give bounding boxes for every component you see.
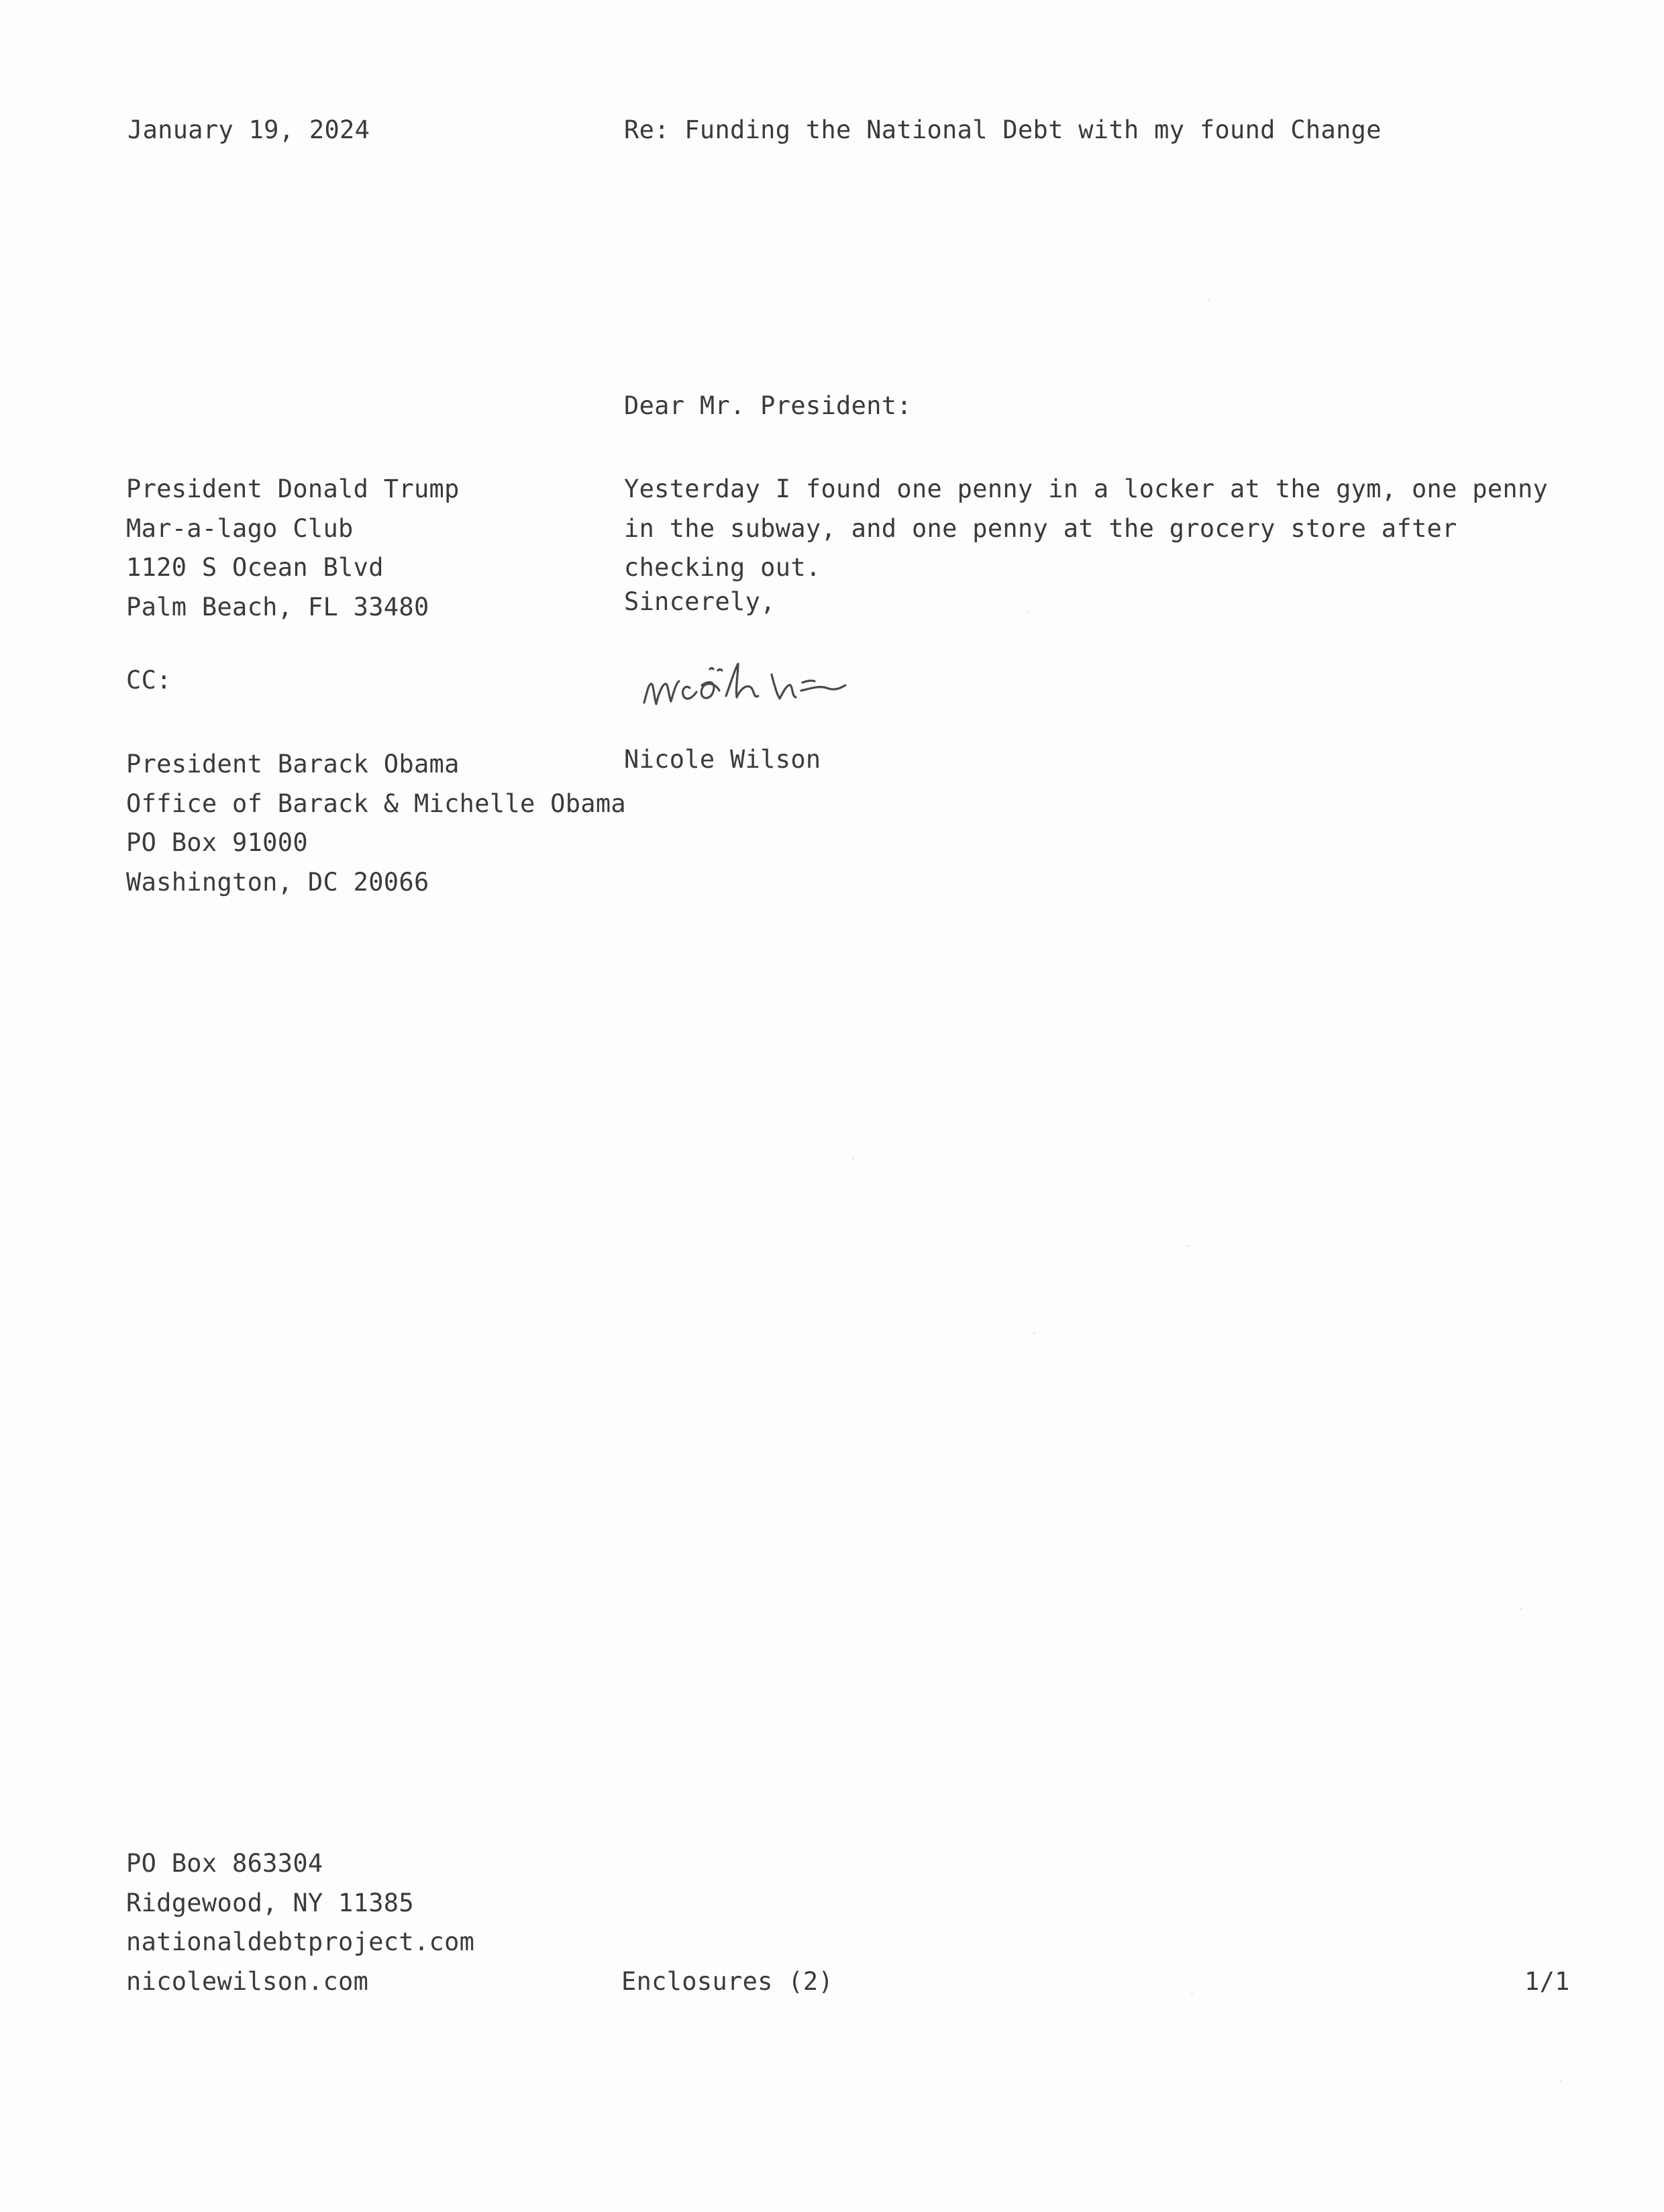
letter-subject: Re: Funding the National Debt with my found Change [624,115,1382,144]
recipient-line: Palm Beach, FL 33480 [126,592,429,621]
cc-line: PO Box 91000 [126,828,308,857]
letter-body: Yesterday I found one penny in a locker at the gym, one penny in the subway, and one penny at the grocery store after checking out. [624,474,1549,582]
scan-speck [1188,1245,1190,1247]
scan-speck [1033,1332,1035,1334]
footer-address-line: nicolewilson.com [126,1966,369,1996]
page-number: 1/1 [1524,1967,1570,1996]
cc-line: President Barack Obama [126,750,460,778]
handwritten-signature [637,654,933,718]
closing: Sincerely, [624,587,776,616]
scan-speck [852,1158,854,1160]
scan-speck [1027,611,1029,613]
recipient-line: President Donald Trump [126,474,460,503]
cc-line: Office of Barack & Michelle Obama [126,789,627,818]
enclosures-note: Enclosures (2) [621,1967,834,1996]
footer-address-line: Ridgewood, NY 11385 [126,1888,414,1917]
cc-label: CC: [126,666,172,695]
scan-speck [1191,1993,1193,1995]
sender-name: Nicole Wilson [624,745,821,774]
salutation: Dear Mr. President: [624,391,912,420]
recipient-line: Mar-a-lago Club [126,513,354,543]
cc-line: Washington, DC 20066 [126,867,429,897]
recipient-line: 1120 S Ocean Blvd [126,553,384,582]
scan-speck [1208,299,1210,301]
recipient-address [126,470,460,627]
footer-address-line: nationaldebtproject.com [126,1927,475,1956]
footer-address-line: PO Box 863304 [126,1849,323,1878]
cc-address [126,745,626,902]
letter-date: January 19, 2024 [127,115,370,144]
footer-address [126,1844,474,2001]
scan-speck [1560,2080,1562,2082]
scan-speck [1520,1607,1522,1609]
